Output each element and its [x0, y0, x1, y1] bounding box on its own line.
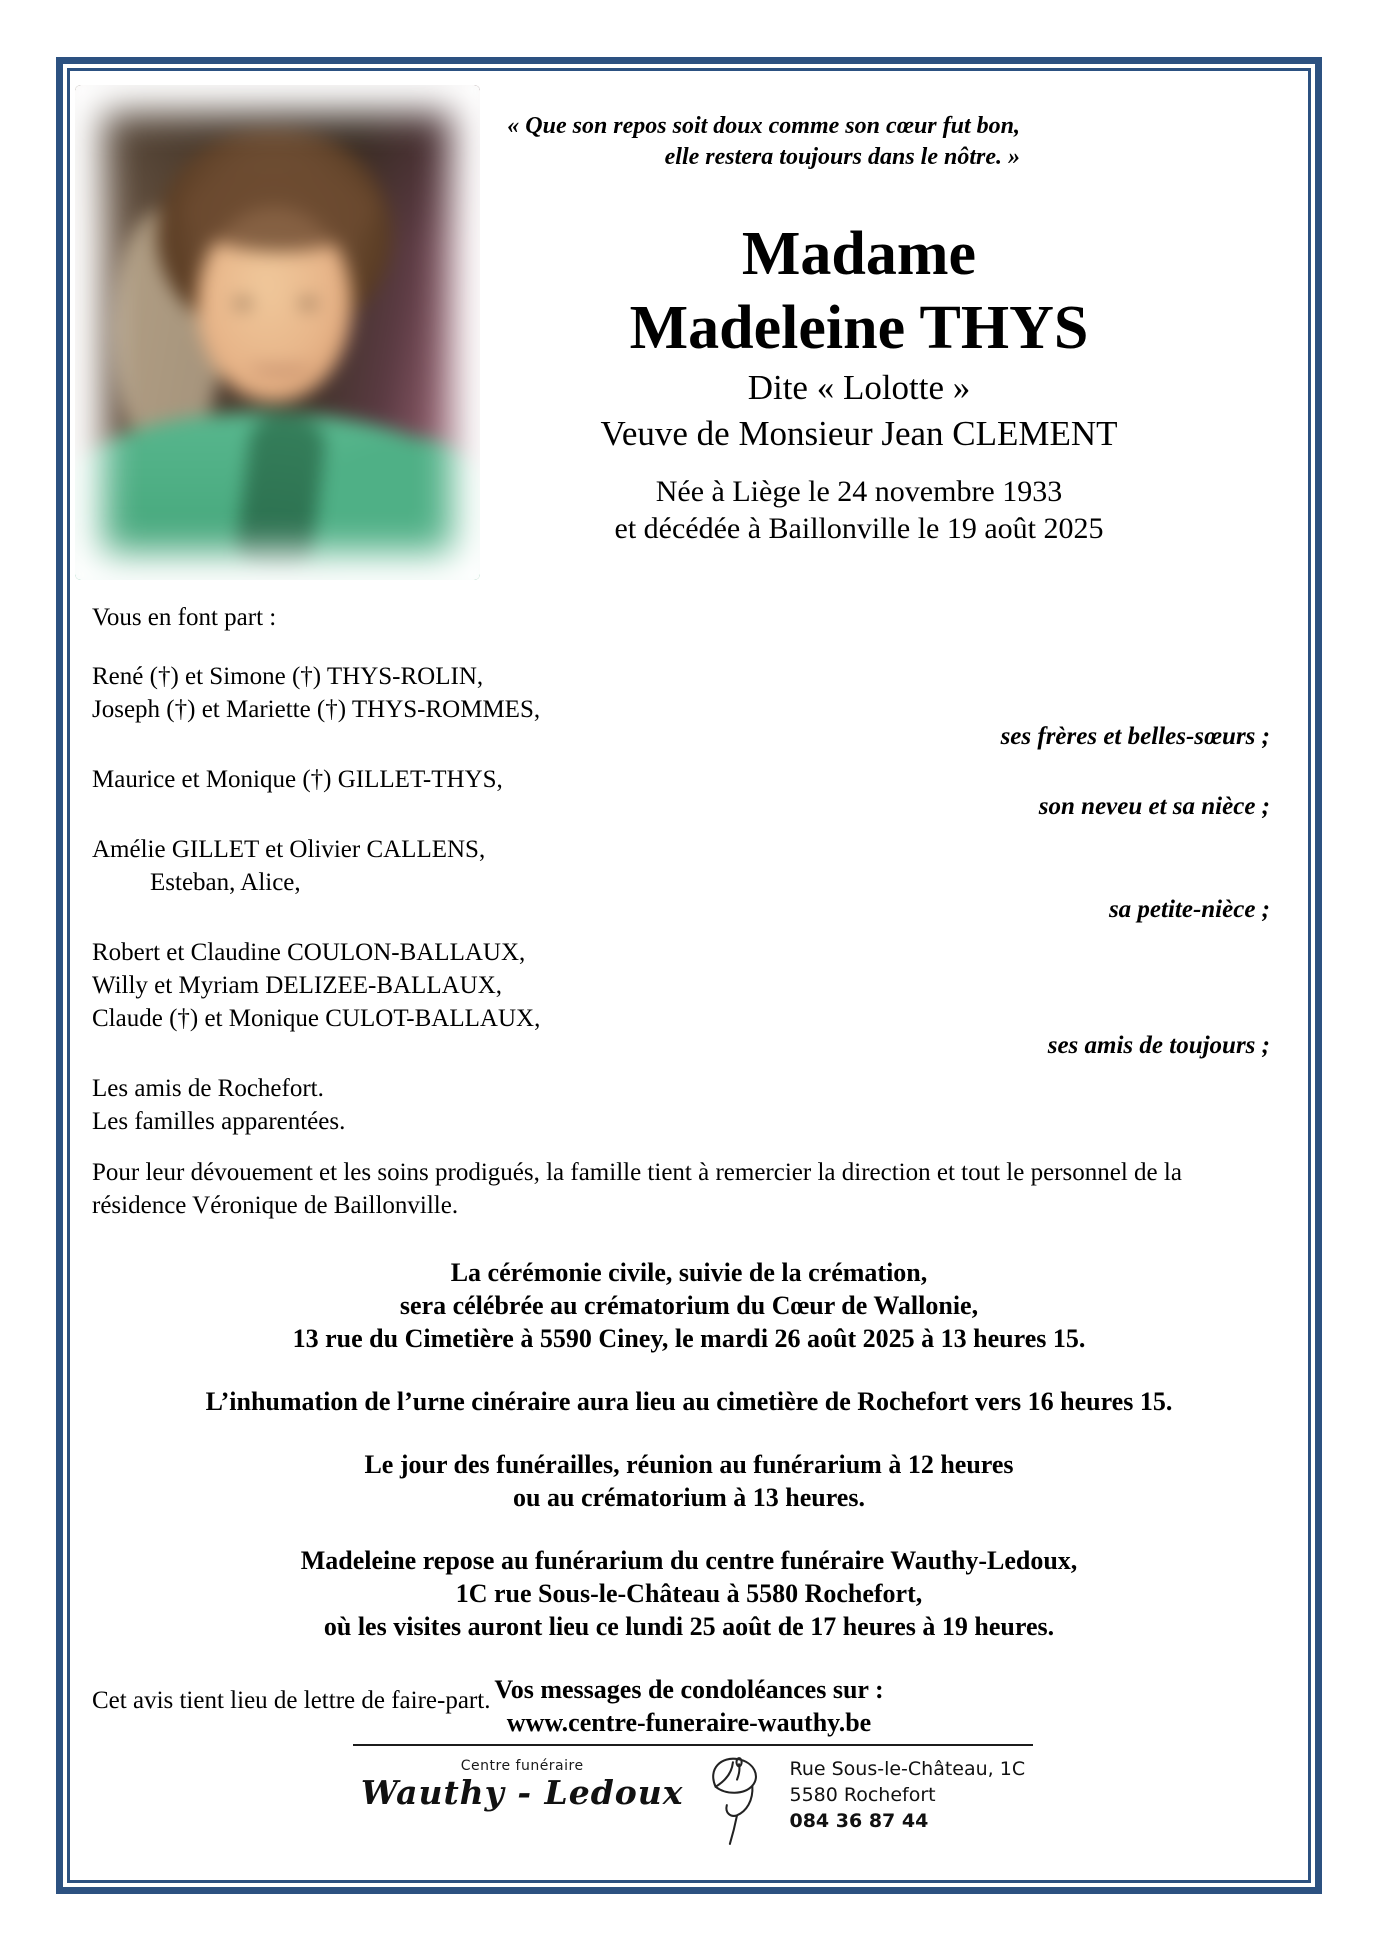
relation-label: ses frères et belles-sœurs ; [1000, 723, 1270, 750]
ceremony-line: Madeleine repose au funérarium du centre funéraire Wauthy-Ledoux, [300, 1546, 1078, 1575]
family-line: Les familles apparentées. [92, 1108, 346, 1135]
closing-line: Cet avis tient lieu de lettre de faire-part. [92, 1687, 491, 1714]
page-title [450, 217, 1268, 365]
life-dates [450, 473, 1268, 547]
brand-subtitle: Centre funéraire [460, 1758, 584, 1774]
family-line: Joseph (†) et Mariette (†) THYS-ROMMES, [92, 696, 541, 723]
ceremony-line: Le jour des funérailles, réunion au funérarium à 12 heures [364, 1450, 1014, 1479]
funeral-home-address [789, 1754, 1025, 1834]
family-line: Les amis de Rochefort. [92, 1075, 324, 1102]
address-line-1: Rue Sous-le-Château, 1C [789, 1758, 1026, 1780]
address-line-2: 5580 Rochefort [789, 1784, 936, 1806]
ceremony-line: où les visites auront lieu ce lundi 25 août de 17 heures à 19 heures. [323, 1612, 1055, 1641]
ceremony-line: ou au crématorium à 13 heures. [513, 1483, 865, 1512]
relation-label: son neveu et sa nièce ; [1038, 793, 1270, 820]
ceremony-line: L’inhumation de l’urne cinéraire aura lieu au cimetière de Rochefort vers 16 heures 15. [205, 1387, 1173, 1416]
widow-of: Veuve de Monsieur Jean CLEMENT [600, 414, 1118, 453]
header-titles [450, 217, 1268, 547]
condolences-url-link[interactable]: www.centre-funeraire-wauthy.be [506, 1708, 872, 1737]
family-line: Esteban, Alice, [150, 869, 301, 896]
announcement-intro: Vous en font part : [92, 604, 277, 631]
page-content [70, 71, 1308, 1880]
photo-art-layer [300, 299, 316, 308]
photo-art-layer [182, 167, 377, 252]
family-line: René (†) et Simone (†) THYS-ROLIN, [92, 663, 484, 690]
memorial-quote [450, 111, 1020, 173]
death-line: et décédée à Baillonville le 19 août 2025 [614, 512, 1104, 545]
brand-name: Wauthy - Ledoux [360, 1773, 684, 1812]
family-line: Robert et Claudine COULON-BALLAUX, [92, 939, 526, 966]
funeral-home-footer [353, 1744, 1033, 1846]
thanks-paragraph: Pour leur dévouement et les soins prodigués, la famille tient à remercier la direction et tout le personnel de la résidence Véronique de Baillonville. [92, 1159, 1182, 1219]
relation-label: ses amis de toujours ; [1047, 1032, 1270, 1059]
decorative-outer-border [56, 57, 1322, 1894]
family-announcement [92, 601, 1270, 1222]
photo-art-layer [249, 355, 311, 373]
decorative-inner-border [67, 68, 1311, 1883]
ceremony-line: La cérémonie civile, suivie de la crémation, [450, 1258, 928, 1287]
ceremony-line: 1C rue Sous-le-Château à 5580 Rochefort, [455, 1579, 923, 1608]
condolences-label: Vos messages de condoléances sur : [494, 1675, 884, 1704]
relation-label: sa petite-nièce ; [1108, 896, 1270, 923]
family-line: Amélie GILLET et Olivier CALLENS, [92, 836, 486, 863]
ceremony-line: 13 rue du Cimetière à 5590 Ciney, le mardi 26 août 2025 à 13 heures 15. [292, 1324, 1086, 1353]
phone-number: 084 36 87 44 [789, 1810, 929, 1832]
title-madame: Madame [741, 220, 977, 288]
family-line: Claude (†) et Monique CULOT-BALLAUX, [92, 1005, 541, 1032]
quote-line-2: elle restera toujours dans le nôtre. » [664, 144, 1020, 170]
nickname: Dite « Lolotte » [747, 368, 971, 407]
funeral-home-brand [361, 1754, 684, 1812]
ceremony-line: sera célébrée au crématorium du Cœur de Wallonie, [399, 1291, 979, 1320]
portrait-photo [75, 85, 480, 580]
family-line: Maurice et Monique (†) GILLET-THYS, [92, 766, 503, 793]
photo-art-layer [235, 299, 251, 308]
quote-line-1: « Que son repos soit doux comme son cœur fut bon, [507, 113, 1020, 139]
birth-line: Née à Liège le 24 novembre 1933 [655, 475, 1063, 508]
title-name: Madeleine THYS [629, 294, 1089, 362]
family-line: Willy et Myriam DELIZEE-BALLAUX, [92, 972, 503, 999]
calla-lily-icon [705, 1752, 767, 1846]
portrait-photo-art [75, 85, 480, 580]
